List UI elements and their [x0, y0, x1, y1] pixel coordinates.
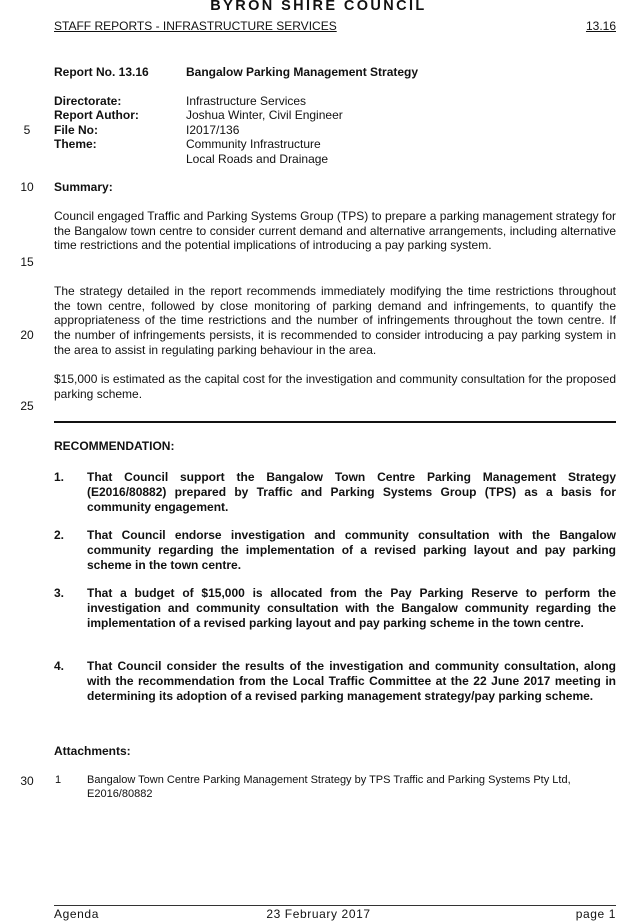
recommendation-item: That Council endorse investigation and community consultation with the Bangalow community regarding the implementation of a revised parking layout and pay parking scheme in the town centre. — [87, 528, 616, 573]
summary-paragraph: Council engaged Traffic and Parking Systems Group (TPS) to prepare a parking management strategy for the Bangalow town centre to consider current demand and alternative arrangements, including alternative time restrictions and the potential implications of introducing a pay parking system. — [54, 209, 616, 253]
field-value-author: Joshua Winter, Civil Engineer — [186, 108, 343, 122]
council-name: BYRON SHIRE COUNCIL — [210, 0, 427, 14]
field-label-author: Report Author: — [54, 108, 139, 122]
field-label-file: File No: — [54, 123, 98, 137]
field-value-file: I2017/136 — [186, 123, 240, 137]
footer-date: 23 February 2017 — [266, 907, 371, 921]
recommendation-item: That Council consider the results of the investigation and community consultation, along with the recommendation from the Local Traffic Committee at the 22 June 2017 meeting in determining its adoption of a revised parking management strategy/pay parking scheme. — [87, 659, 616, 704]
attachment-item: Bangalow Town Centre Parking Management Strategy by TPS Traffic and Parking Systems Pty Ltd, E2016/80882 — [87, 774, 571, 800]
field-label-directorate: Directorate: — [54, 94, 122, 108]
recommendation-item: That Council support the Bangalow Town Centre Parking Management Strategy (E2016/80882) prepared by Traffic and Parking Systems Group (TPS) as a basis for community engagement. — [87, 470, 616, 515]
line-number: 20 — [20, 328, 34, 342]
summary-paragraph: The strategy detailed in the report recommends immediately modifying the time restrictions throughout the town centre, followed by close monitoring of parking demand and infringements, to quantify the appropriateness of the time restrictions and the number of infringements throughout the town centre. If the number of infringements persists, it is recommended to consider introducing a pay parking system in the area to assist in regulating parking behaviour in the area. — [54, 284, 616, 357]
footer-page-number: page 1 — [575, 907, 616, 921]
line-number: 25 — [20, 399, 34, 413]
line-number: 30 — [20, 774, 34, 788]
section-number: 13.16 — [585, 19, 616, 33]
footer-document: Agenda — [54, 907, 99, 921]
field-label-theme: Theme: — [54, 137, 97, 151]
attachments-heading: Attachments: — [54, 744, 131, 758]
report-number: Report No. 13.16 — [54, 65, 149, 79]
field-value-theme-2: Local Roads and Drainage — [186, 152, 329, 166]
recommendation-number: 4. — [54, 659, 65, 673]
summary-paragraph: $15,000 is estimated as the capital cost for the investigation and community consultation for the proposed parking scheme. — [54, 372, 616, 401]
report-title: Bangalow Parking Management Strategy — [186, 65, 419, 79]
line-number: 5 — [23, 123, 31, 137]
attachment-number: 1 — [55, 774, 62, 786]
field-value-directorate: Infrastructure Services — [186, 94, 307, 108]
footer-divider — [54, 905, 616, 906]
section-title: STAFF REPORTS - INFRASTRUCTURE SERVICES — [54, 19, 337, 33]
recommendation-number: 3. — [54, 586, 65, 600]
recommendation-item: That a budget of $15,000 is allocated from the Pay Parking Reserve to perform the investigation and community consultation with the Bangalow community regarding the implementation of a revised parking layout and pay parking scheme in the town centre. — [87, 586, 616, 631]
section-divider — [54, 421, 616, 423]
recommendation-number: 2. — [54, 528, 65, 542]
recommendation-number: 1. — [54, 470, 65, 484]
field-value-theme: Community Infrastructure — [186, 137, 321, 151]
recommendation-heading: RECOMMENDATION: — [54, 439, 175, 453]
line-number: 15 — [20, 255, 34, 269]
summary-heading: Summary: — [54, 180, 113, 194]
line-number: 10 — [20, 180, 34, 194]
